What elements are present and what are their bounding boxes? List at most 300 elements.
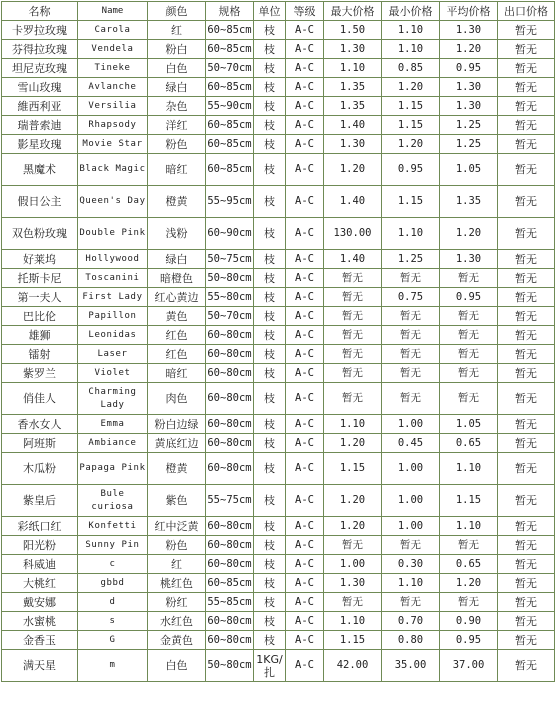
cell-avg-price: 1.30 [440, 78, 498, 97]
cell-avg-price: 0.95 [440, 288, 498, 307]
cell-max-price: 1.00 [324, 555, 382, 574]
cell-grade: A-C [286, 307, 324, 326]
cell-min-price: 1.20 [382, 135, 440, 154]
cell-color: 金黄色 [148, 631, 206, 650]
header-spec: 规格 [206, 2, 254, 21]
cell-avg-price: 1.20 [440, 574, 498, 593]
cell-color: 紫色 [148, 485, 206, 517]
cell-name-cn: 維西利亚 [2, 97, 78, 116]
cell-min-price: 1.10 [382, 21, 440, 40]
cell-export-price: 暂无 [498, 555, 555, 574]
cell-max-price: 1.20 [324, 517, 382, 536]
cell-name-en: Charming Lady [78, 383, 148, 415]
cell-max-price: 1.40 [324, 116, 382, 135]
cell-avg-price: 1.30 [440, 97, 498, 116]
cell-name-en: Black Magic [78, 154, 148, 186]
cell-min-price: 1.15 [382, 97, 440, 116]
cell-name-cn: 水蜜桃 [2, 612, 78, 631]
cell-color: 桃红色 [148, 574, 206, 593]
cell-color: 肉色 [148, 383, 206, 415]
cell-spec: 60~80cm [206, 383, 254, 415]
cell-max-price: 暂无 [324, 383, 382, 415]
cell-color: 白色 [148, 650, 206, 682]
cell-min-price: 暂无 [382, 383, 440, 415]
cell-name-en: s [78, 612, 148, 631]
table-row [2, 434, 555, 453]
cell-name-en: Queen's Day [78, 186, 148, 218]
cell-spec: 60~80cm [206, 555, 254, 574]
cell-unit: 枝 [254, 21, 286, 40]
table-row [2, 326, 555, 345]
cell-unit: 枝 [254, 536, 286, 555]
cell-max-price: 暂无 [324, 269, 382, 288]
cell-avg-price: 37.00 [440, 650, 498, 682]
cell-unit: 枝 [254, 345, 286, 364]
cell-name-en: G [78, 631, 148, 650]
cell-unit: 枝 [254, 116, 286, 135]
cell-export-price: 暂无 [498, 40, 555, 59]
table-row [2, 288, 555, 307]
cell-name-en: Ambiance [78, 434, 148, 453]
cell-name-cn: 阳光粉 [2, 536, 78, 555]
cell-max-price: 130.00 [324, 218, 382, 250]
cell-unit: 枝 [254, 326, 286, 345]
cell-name-cn: 满天星 [2, 650, 78, 682]
header-max-price: 最大价格 [324, 2, 382, 21]
cell-max-price: 暂无 [324, 536, 382, 555]
cell-avg-price: 1.10 [440, 517, 498, 536]
table-row [2, 154, 555, 186]
cell-name-en: First Lady [78, 288, 148, 307]
cell-color: 红色 [148, 326, 206, 345]
cell-name-en: Sunny Pin [78, 536, 148, 555]
cell-name-en: Rhapsody [78, 116, 148, 135]
cell-max-price: 暂无 [324, 345, 382, 364]
cell-min-price: 暂无 [382, 269, 440, 288]
cell-export-price: 暂无 [498, 485, 555, 517]
cell-avg-price: 1.30 [440, 21, 498, 40]
table-row [2, 116, 555, 135]
cell-export-price: 暂无 [498, 364, 555, 383]
cell-export-price: 暂无 [498, 517, 555, 536]
cell-color: 粉白 [148, 40, 206, 59]
header-row [2, 2, 555, 21]
cell-spec: 60~90cm [206, 218, 254, 250]
cell-name-en: Emma [78, 415, 148, 434]
table-row [2, 536, 555, 555]
cell-unit: 枝 [254, 631, 286, 650]
cell-export-price: 暂无 [498, 593, 555, 612]
cell-avg-price: 1.25 [440, 135, 498, 154]
cell-color: 红 [148, 555, 206, 574]
cell-min-price: 1.10 [382, 574, 440, 593]
cell-grade: A-C [286, 555, 324, 574]
cell-min-price: 0.95 [382, 154, 440, 186]
cell-color: 粉红 [148, 593, 206, 612]
cell-avg-price: 0.95 [440, 631, 498, 650]
table-row [2, 415, 555, 434]
cell-name-cn: 双色粉玫瑰 [2, 218, 78, 250]
cell-max-price: 1.30 [324, 40, 382, 59]
cell-grade: A-C [286, 453, 324, 485]
cell-max-price: 1.30 [324, 135, 382, 154]
cell-name-en: Movie Star [78, 135, 148, 154]
cell-unit: 枝 [254, 434, 286, 453]
cell-avg-price: 0.90 [440, 612, 498, 631]
cell-export-price: 暂无 [498, 250, 555, 269]
table-row [2, 218, 555, 250]
cell-export-price: 暂无 [498, 116, 555, 135]
cell-unit: 枝 [254, 218, 286, 250]
cell-color: 白色 [148, 59, 206, 78]
cell-name-cn: 卡罗拉玫瑰 [2, 21, 78, 40]
cell-name-en: Violet [78, 364, 148, 383]
cell-spec: 60~80cm [206, 434, 254, 453]
cell-spec: 60~85cm [206, 21, 254, 40]
cell-name-cn: 科威迪 [2, 555, 78, 574]
cell-unit: 枝 [254, 59, 286, 78]
cell-export-price: 暂无 [498, 631, 555, 650]
table-row [2, 593, 555, 612]
table-row [2, 555, 555, 574]
cell-max-price: 1.10 [324, 415, 382, 434]
table-row [2, 307, 555, 326]
cell-color: 暗红 [148, 154, 206, 186]
cell-avg-price: 1.20 [440, 40, 498, 59]
cell-max-price: 1.35 [324, 97, 382, 116]
cell-color: 绿白 [148, 250, 206, 269]
table-row [2, 485, 555, 517]
cell-grade: A-C [286, 364, 324, 383]
cell-max-price: 1.10 [324, 59, 382, 78]
cell-avg-price: 暂无 [440, 536, 498, 555]
cell-grade: A-C [286, 345, 324, 364]
cell-avg-price: 1.10 [440, 453, 498, 485]
cell-max-price: 暂无 [324, 593, 382, 612]
cell-unit: 枝 [254, 555, 286, 574]
cell-color: 黄底红边 [148, 434, 206, 453]
table-row [2, 517, 555, 536]
cell-export-price: 暂无 [498, 154, 555, 186]
cell-max-price: 1.40 [324, 186, 382, 218]
cell-grade: A-C [286, 288, 324, 307]
cell-min-price: 0.75 [382, 288, 440, 307]
cell-min-price: 1.00 [382, 517, 440, 536]
cell-spec: 55~75cm [206, 485, 254, 517]
cell-avg-price: 暂无 [440, 593, 498, 612]
cell-name-cn: 镭射 [2, 345, 78, 364]
cell-avg-price: 暂无 [440, 326, 498, 345]
price-table-container [1, 1, 555, 682]
cell-max-price: 1.40 [324, 250, 382, 269]
cell-name-cn: 紫皇后 [2, 485, 78, 517]
cell-name-cn: 影星玫瑰 [2, 135, 78, 154]
cell-color: 粉白边绿 [148, 415, 206, 434]
cell-export-price: 暂无 [498, 59, 555, 78]
cell-max-price: 暂无 [324, 307, 382, 326]
cell-avg-price: 1.30 [440, 250, 498, 269]
cell-spec: 50~80cm [206, 269, 254, 288]
cell-max-price: 暂无 [324, 326, 382, 345]
cell-name-cn: 坦尼克玫瑰 [2, 59, 78, 78]
cell-max-price: 1.30 [324, 574, 382, 593]
cell-grade: A-C [286, 59, 324, 78]
table-row [2, 78, 555, 97]
cell-grade: A-C [286, 97, 324, 116]
cell-name-en: Tineke [78, 59, 148, 78]
cell-min-price: 0.80 [382, 631, 440, 650]
cell-name-cn: 紫罗兰 [2, 364, 78, 383]
cell-name-cn: 瑞普索迪 [2, 116, 78, 135]
cell-color: 红 [148, 21, 206, 40]
header-min-price: 最小价格 [382, 2, 440, 21]
cell-export-price: 暂无 [498, 186, 555, 218]
cell-export-price: 暂无 [498, 434, 555, 453]
cell-unit: 枝 [254, 78, 286, 97]
table-row [2, 186, 555, 218]
cell-export-price: 暂无 [498, 307, 555, 326]
cell-avg-price: 0.65 [440, 434, 498, 453]
cell-spec: 60~80cm [206, 517, 254, 536]
cell-name-cn: 托斯卡尼 [2, 269, 78, 288]
cell-name-en: m [78, 650, 148, 682]
cell-max-price: 1.20 [324, 485, 382, 517]
header-avg-price: 平均价格 [440, 2, 498, 21]
cell-max-price: 暂无 [324, 288, 382, 307]
cell-color: 暗橙色 [148, 269, 206, 288]
cell-name-en: Carola [78, 21, 148, 40]
cell-unit: 枝 [254, 593, 286, 612]
cell-color: 粉色 [148, 135, 206, 154]
cell-spec: 60~85cm [206, 78, 254, 97]
cell-max-price: 1.20 [324, 154, 382, 186]
cell-spec: 60~80cm [206, 364, 254, 383]
cell-name-en: Leonidas [78, 326, 148, 345]
table-row [2, 269, 555, 288]
cell-grade: A-C [286, 269, 324, 288]
cell-max-price: 42.00 [324, 650, 382, 682]
cell-unit: 枝 [254, 415, 286, 434]
cell-unit: 枝 [254, 186, 286, 218]
cell-color: 绿白 [148, 78, 206, 97]
cell-spec: 50~80cm [206, 650, 254, 682]
cell-min-price: 1.15 [382, 116, 440, 135]
cell-name-cn: 好莱坞 [2, 250, 78, 269]
cell-avg-price: 1.05 [440, 154, 498, 186]
cell-min-price: 1.20 [382, 78, 440, 97]
cell-spec: 60~85cm [206, 574, 254, 593]
cell-max-price: 1.15 [324, 453, 382, 485]
cell-spec: 55~90cm [206, 97, 254, 116]
cell-avg-price: 暂无 [440, 345, 498, 364]
cell-name-en: Bule curiosa [78, 485, 148, 517]
table-row [2, 631, 555, 650]
cell-grade: A-C [286, 116, 324, 135]
cell-spec: 60~80cm [206, 631, 254, 650]
table-row [2, 574, 555, 593]
cell-export-price: 暂无 [498, 415, 555, 434]
cell-spec: 60~80cm [206, 453, 254, 485]
cell-spec: 60~80cm [206, 345, 254, 364]
cell-min-price: 暂无 [382, 307, 440, 326]
cell-export-price: 暂无 [498, 218, 555, 250]
cell-name-en: Versilia [78, 97, 148, 116]
cell-spec: 50~70cm [206, 307, 254, 326]
cell-min-price: 1.15 [382, 186, 440, 218]
table-row [2, 345, 555, 364]
cell-max-price: 1.35 [324, 78, 382, 97]
cell-spec: 60~80cm [206, 415, 254, 434]
cell-color: 粉色 [148, 536, 206, 555]
cell-min-price: 0.70 [382, 612, 440, 631]
header-unit: 单位 [254, 2, 286, 21]
cell-name-cn: 芬得拉玫瑰 [2, 40, 78, 59]
cell-color: 杂色 [148, 97, 206, 116]
cell-name-cn: 大桃红 [2, 574, 78, 593]
cell-unit: 枝 [254, 288, 286, 307]
cell-avg-price: 暂无 [440, 364, 498, 383]
cell-max-price: 1.15 [324, 631, 382, 650]
cell-min-price: 1.00 [382, 485, 440, 517]
cell-color: 水红色 [148, 612, 206, 631]
cell-min-price: 1.10 [382, 40, 440, 59]
header-name-en: Name [78, 2, 148, 21]
cell-min-price: 暂无 [382, 326, 440, 345]
table-row [2, 612, 555, 631]
cell-unit: 枝 [254, 154, 286, 186]
cell-name-cn: 雄狮 [2, 326, 78, 345]
cell-grade: A-C [286, 40, 324, 59]
cell-spec: 50~75cm [206, 250, 254, 269]
cell-color: 洋红 [148, 116, 206, 135]
cell-grade: A-C [286, 78, 324, 97]
header-export-price: 出口价格 [498, 2, 555, 21]
cell-spec: 60~80cm [206, 326, 254, 345]
cell-spec: 55~85cm [206, 593, 254, 612]
cell-color: 黄色 [148, 307, 206, 326]
cell-avg-price: 暂无 [440, 269, 498, 288]
cell-grade: A-C [286, 434, 324, 453]
cell-spec: 60~85cm [206, 154, 254, 186]
table-row [2, 135, 555, 154]
cell-color: 橙黄 [148, 453, 206, 485]
cell-color: 浅粉 [148, 218, 206, 250]
cell-spec: 50~70cm [206, 59, 254, 78]
cell-unit: 枝 [254, 40, 286, 59]
cell-spec: 60~85cm [206, 40, 254, 59]
cell-unit: 枝 [254, 383, 286, 415]
cell-spec: 60~85cm [206, 135, 254, 154]
cell-name-cn: 香水女人 [2, 415, 78, 434]
cell-export-price: 暂无 [498, 135, 555, 154]
cell-grade: A-C [286, 485, 324, 517]
cell-avg-price: 1.35 [440, 186, 498, 218]
cell-export-price: 暂无 [498, 383, 555, 415]
cell-spec: 55~95cm [206, 186, 254, 218]
cell-color: 橙黄 [148, 186, 206, 218]
table-row [2, 383, 555, 415]
cell-name-cn: 彩纸口红 [2, 517, 78, 536]
cell-color: 红心黄边 [148, 288, 206, 307]
cell-name-cn: 金香玉 [2, 631, 78, 650]
cell-export-price: 暂无 [498, 97, 555, 116]
cell-unit: 枝 [254, 307, 286, 326]
flower-price-table [1, 1, 555, 682]
cell-export-price: 暂无 [498, 288, 555, 307]
cell-grade: A-C [286, 154, 324, 186]
cell-min-price: 暂无 [382, 593, 440, 612]
cell-export-price: 暂无 [498, 345, 555, 364]
cell-name-en: Vendela [78, 40, 148, 59]
cell-export-price: 暂无 [498, 78, 555, 97]
cell-name-cn: 巴比伦 [2, 307, 78, 326]
cell-unit: 枝 [254, 612, 286, 631]
cell-unit: 枝 [254, 574, 286, 593]
cell-avg-price: 0.65 [440, 555, 498, 574]
cell-grade: A-C [286, 650, 324, 682]
cell-avg-price: 1.25 [440, 116, 498, 135]
cell-unit: 枝 [254, 364, 286, 383]
table-row [2, 97, 555, 116]
cell-name-en: Konfetti [78, 517, 148, 536]
cell-spec: 55~80cm [206, 288, 254, 307]
cell-avg-price: 1.15 [440, 485, 498, 517]
cell-min-price: 0.45 [382, 434, 440, 453]
cell-name-en: Papillon [78, 307, 148, 326]
cell-avg-price: 暂无 [440, 383, 498, 415]
cell-min-price: 1.10 [382, 218, 440, 250]
cell-grade: A-C [286, 186, 324, 218]
cell-avg-price: 0.95 [440, 59, 498, 78]
cell-name-en: Toscanini [78, 269, 148, 288]
cell-color: 红中泛黄 [148, 517, 206, 536]
table-row [2, 650, 555, 682]
cell-name-en: Avlanche [78, 78, 148, 97]
header-grade: 等级 [286, 2, 324, 21]
cell-grade: A-C [286, 612, 324, 631]
cell-min-price: 0.85 [382, 59, 440, 78]
cell-grade: A-C [286, 218, 324, 250]
cell-grade: A-C [286, 593, 324, 612]
cell-grade: A-C [286, 536, 324, 555]
cell-color: 暗红 [148, 364, 206, 383]
cell-export-price: 暂无 [498, 612, 555, 631]
cell-min-price: 35.00 [382, 650, 440, 682]
cell-export-price: 暂无 [498, 453, 555, 485]
cell-grade: A-C [286, 415, 324, 434]
cell-max-price: 1.10 [324, 612, 382, 631]
cell-export-price: 暂无 [498, 21, 555, 40]
cell-name-cn: 俏佳人 [2, 383, 78, 415]
cell-max-price: 1.20 [324, 434, 382, 453]
cell-color: 红色 [148, 345, 206, 364]
table-row [2, 59, 555, 78]
table-row [2, 21, 555, 40]
cell-min-price: 0.30 [382, 555, 440, 574]
cell-max-price: 暂无 [324, 364, 382, 383]
cell-spec: 60~80cm [206, 536, 254, 555]
cell-avg-price: 1.05 [440, 415, 498, 434]
cell-export-price: 暂无 [498, 574, 555, 593]
cell-name-cn: 阿班斯 [2, 434, 78, 453]
cell-grade: A-C [286, 135, 324, 154]
cell-max-price: 1.50 [324, 21, 382, 40]
cell-spec: 60~85cm [206, 116, 254, 135]
cell-unit: 枝 [254, 135, 286, 154]
cell-grade: A-C [286, 631, 324, 650]
table-row [2, 453, 555, 485]
cell-unit: 枝 [254, 517, 286, 536]
